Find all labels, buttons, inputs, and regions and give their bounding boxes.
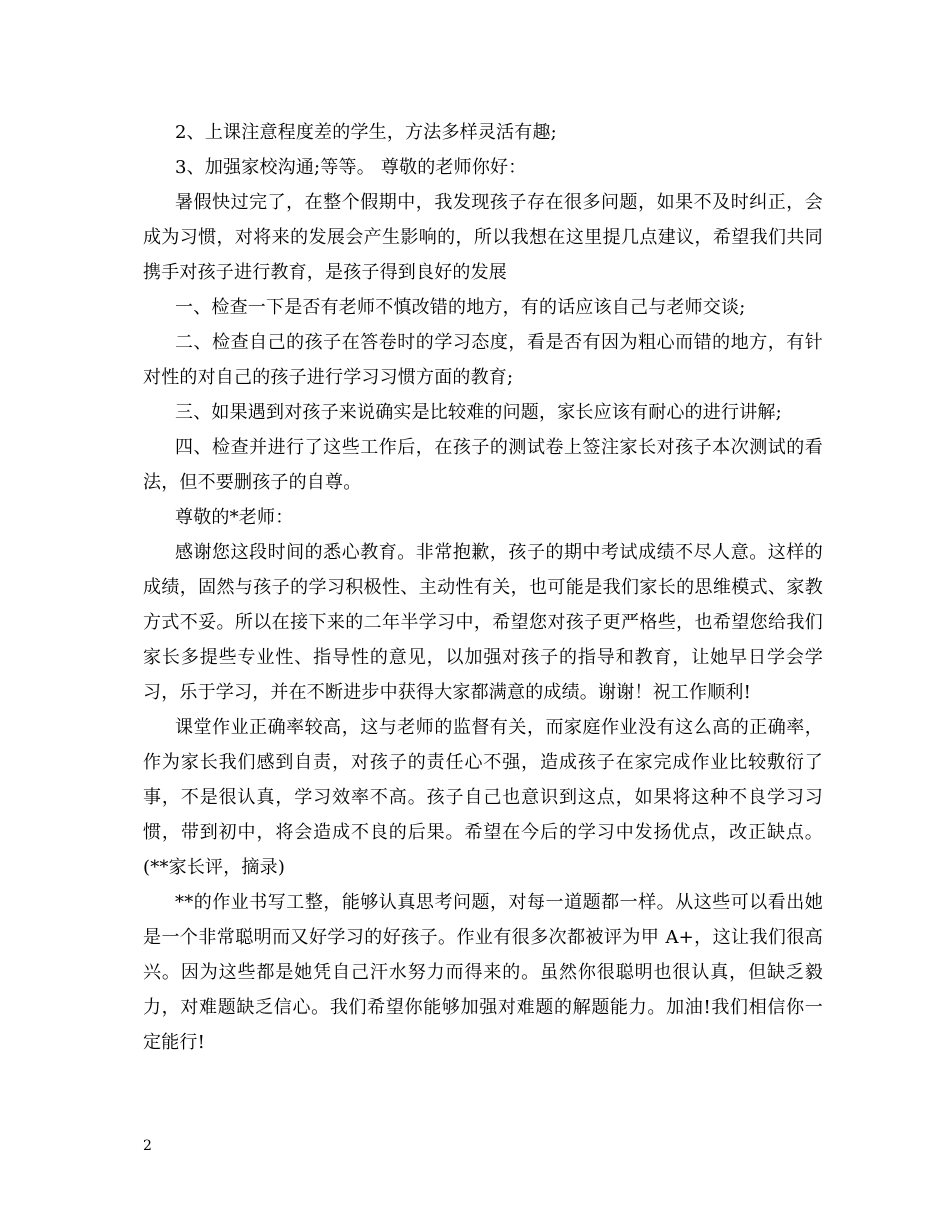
page-number: 2 [143,1138,152,1154]
paragraph: 课堂作业正确率较高，这与老师的监督有关，而家庭作业没有这么高的正确率，作为家长我们感到自责，对孩子的责任心不强，造成孩子在家完成作业比较敷衍了事，不是很认真，学习效率不高。孩子自己也意识到这点，如果将这种不良学习习惯，带到初中，将会造成不良的后果。希望在今后的学习中发扬优点，改正缺点。(**家长评，摘录) [143,717,823,878]
paragraph: 暑假快过完了，在整个假期中，我发现孩子存在很多问题，如果不及时纠正，会成为习惯，对将来的发展会产生影响的，所以我想在这里提几点建议，希望我们共同携手对孩子进行教育，是孩子得到良好的发展 [143,192,823,283]
paragraph: 感谢您这段时间的悉心教育。非常抱歉，孩子的期中考试成绩不尽人意。这样的成绩，固然与孩子的学习积极性、主动性有关，也可能是我们家长的思维模式、家教方式不妥。所以在接下来的二年半学习中，希望您对孩子更严格些，也希望您给我们家长多提些专业性、指导性的意见，以加强对孩子的指导和教育，让她早日学会学习，乐于学习，并在不断进步中获得大家都满意的成绩。谢谢！祝工作顺利! [143,542,823,703]
paragraph: 一、检查一下是否有老师不慎改错的地方，有的话应该自己与老师交谈; [175,297,746,318]
document-body [143,115,823,1060]
paragraph: 四、检查并进行了这些工作后，在孩子的测试卷上签注家长对孩子本次测试的看法，但不要删孩子的自尊。 [143,437,823,493]
paragraph: 三、如果遇到对孩子来说确实是比较难的问题，家长应该有耐心的进行讲解; [175,402,782,423]
paragraph: 3、加强家校沟通;等等。 尊敬的老师你好： [175,157,527,178]
paragraph: 2、上课注意程度差的学生，方法多样灵活有趣; [175,122,557,143]
paragraph: 二、检查自己的孩子在答卷时的学习态度，看是否有因为粗心而错的地方，有针对性的对自己的孩子进行学习习惯方面的教育; [143,332,823,388]
paragraph: **的作业书写工整，能够认真思考问题，对每一道题都一样。从这些可以看出她是一个非常聪明而又好学习的好孩子。作业有很多次都被评为甲 A+，这让我们很高兴。因为这些都是她凭自己汗水努力而得来的。虽然你很聪明也很认真，但缺乏毅力，对难题缺乏信心。我们希望你能够加强对难题的解题能力。加油!我们相信你一定能行! [143,892,823,1053]
salutation: 尊敬的*老师： [175,507,294,528]
